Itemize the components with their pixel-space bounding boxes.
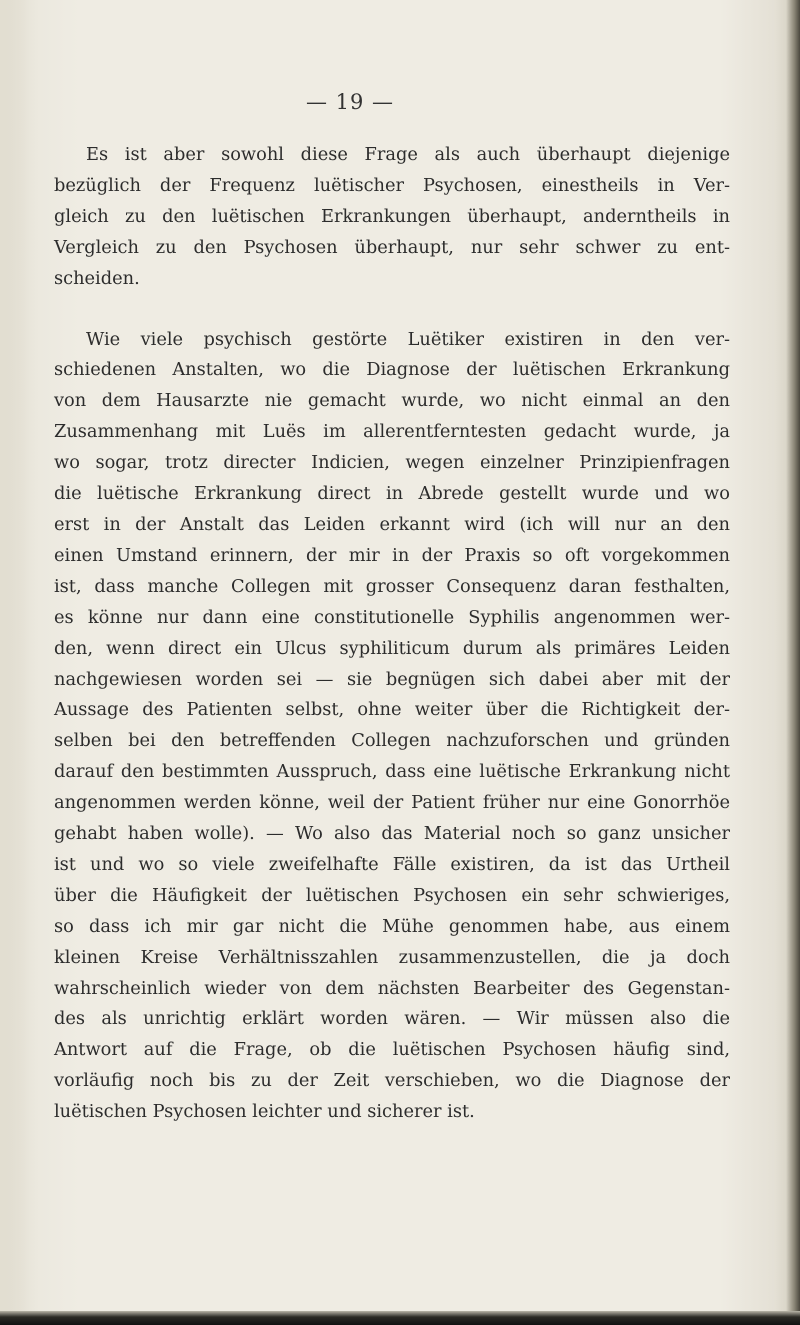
text-line: angenommen werden könne, weil der Patient früher nur eine Gonorrhöe bbox=[54, 792, 730, 814]
text-line: Zusammenhang mit Luës im allerentferntesten gedacht wurde, ja bbox=[54, 421, 730, 443]
text-line: gehabt haben wolle). — Wo also das Material noch so ganz unsicher bbox=[54, 823, 730, 845]
text-line: den, wenn direct ein Ulcus syphiliticum durum als primäres Leiden bbox=[54, 637, 730, 659]
text-line: Wie viele psychisch gestörte Luëtiker existiren in den ver- bbox=[86, 328, 730, 350]
text-line: so dass ich mir gar nicht die Mühe genommen habe, aus einem bbox=[54, 915, 730, 937]
text-line: wo sogar, trotz directer Indicien, wegen einzelner Prinzipienfragen bbox=[54, 452, 730, 474]
text-line: vorläufig noch bis zu der Zeit verschieben, wo die Diagnose der bbox=[54, 1070, 730, 1092]
text-line: darauf den bestimmten Ausspruch, dass eine luëtische Erkrankung nicht bbox=[54, 761, 730, 783]
page-bottom-edge bbox=[0, 1311, 800, 1325]
paragraph-1 bbox=[54, 140, 730, 295]
text-line: kleinen Kreise Verhältnisszahlen zusammenzustellen, die ja doch bbox=[54, 946, 730, 968]
paragraph-gap bbox=[54, 295, 730, 325]
page-edge bbox=[786, 0, 800, 1325]
text-line: nachgewiesen worden sei — sie begnügen sich dabei aber mit der bbox=[54, 668, 730, 690]
text-line: von dem Hausarzte nie gemacht wurde, wo nicht einmal an den bbox=[54, 390, 730, 412]
text-line: gleich zu den luëtischen Erkrankungen überhaupt, anderntheils in bbox=[54, 205, 730, 227]
text-line: einen Umstand erinnern, der mir in der Praxis so oft vorgekommen bbox=[54, 544, 730, 566]
text-line: wahrscheinlich wieder von dem nächsten Bearbeiter des Gegenstan- bbox=[54, 977, 730, 999]
paragraph-2 bbox=[54, 325, 730, 1129]
text-line: schiedenen Anstalten, wo die Diagnose der luëtischen Erkrankung bbox=[54, 359, 730, 381]
text-line: es könne nur dann eine constitutionelle Syphilis angenommen wer- bbox=[54, 606, 730, 628]
text-line: des als unrichtig erklärt worden wären. — Wir müssen also die bbox=[54, 1008, 730, 1030]
body-text bbox=[54, 140, 730, 1128]
text-line: ist, dass manche Collegen mit grosser Consequenz daran festhalten, bbox=[54, 575, 730, 597]
text-line: die luëtische Erkrankung direct in Abrede gestellt wurde und wo bbox=[54, 483, 730, 505]
text-line: erst in der Anstalt das Leiden erkannt wird (ich will nur an den bbox=[54, 513, 730, 535]
page-number: — 19 — bbox=[305, 90, 395, 114]
text-line: Aussage des Patienten selbst, ohne weiter über die Richtigkeit der- bbox=[54, 699, 730, 721]
text-line: luëtischen Psychosen leichter und sicherer ist. bbox=[54, 1101, 475, 1123]
text-line: selben bei den betreffenden Collegen nachzuforschen und gründen bbox=[54, 730, 730, 752]
text-line: Vergleich zu den Psychosen überhaupt, nur sehr schwer zu ent- bbox=[54, 236, 730, 258]
text-line: über die Häufigkeit der luëtischen Psychosen ein sehr schwieriges, bbox=[54, 884, 730, 906]
text-line: ist und wo so viele zweifelhafte Fälle existiren, da ist das Urtheil bbox=[54, 853, 730, 875]
text-line: scheiden. bbox=[54, 267, 140, 289]
page-gutter-shadow bbox=[0, 0, 38, 1325]
text-line: Antwort auf die Frage, ob die luëtischen Psychosen häufig sind, bbox=[54, 1039, 730, 1061]
text-line: Es ist aber sowohl diese Frage als auch überhaupt diejenige bbox=[86, 144, 730, 165]
text-line: bezüglich der Frequenz luëtischer Psychosen, einestheils in Ver- bbox=[54, 174, 730, 196]
